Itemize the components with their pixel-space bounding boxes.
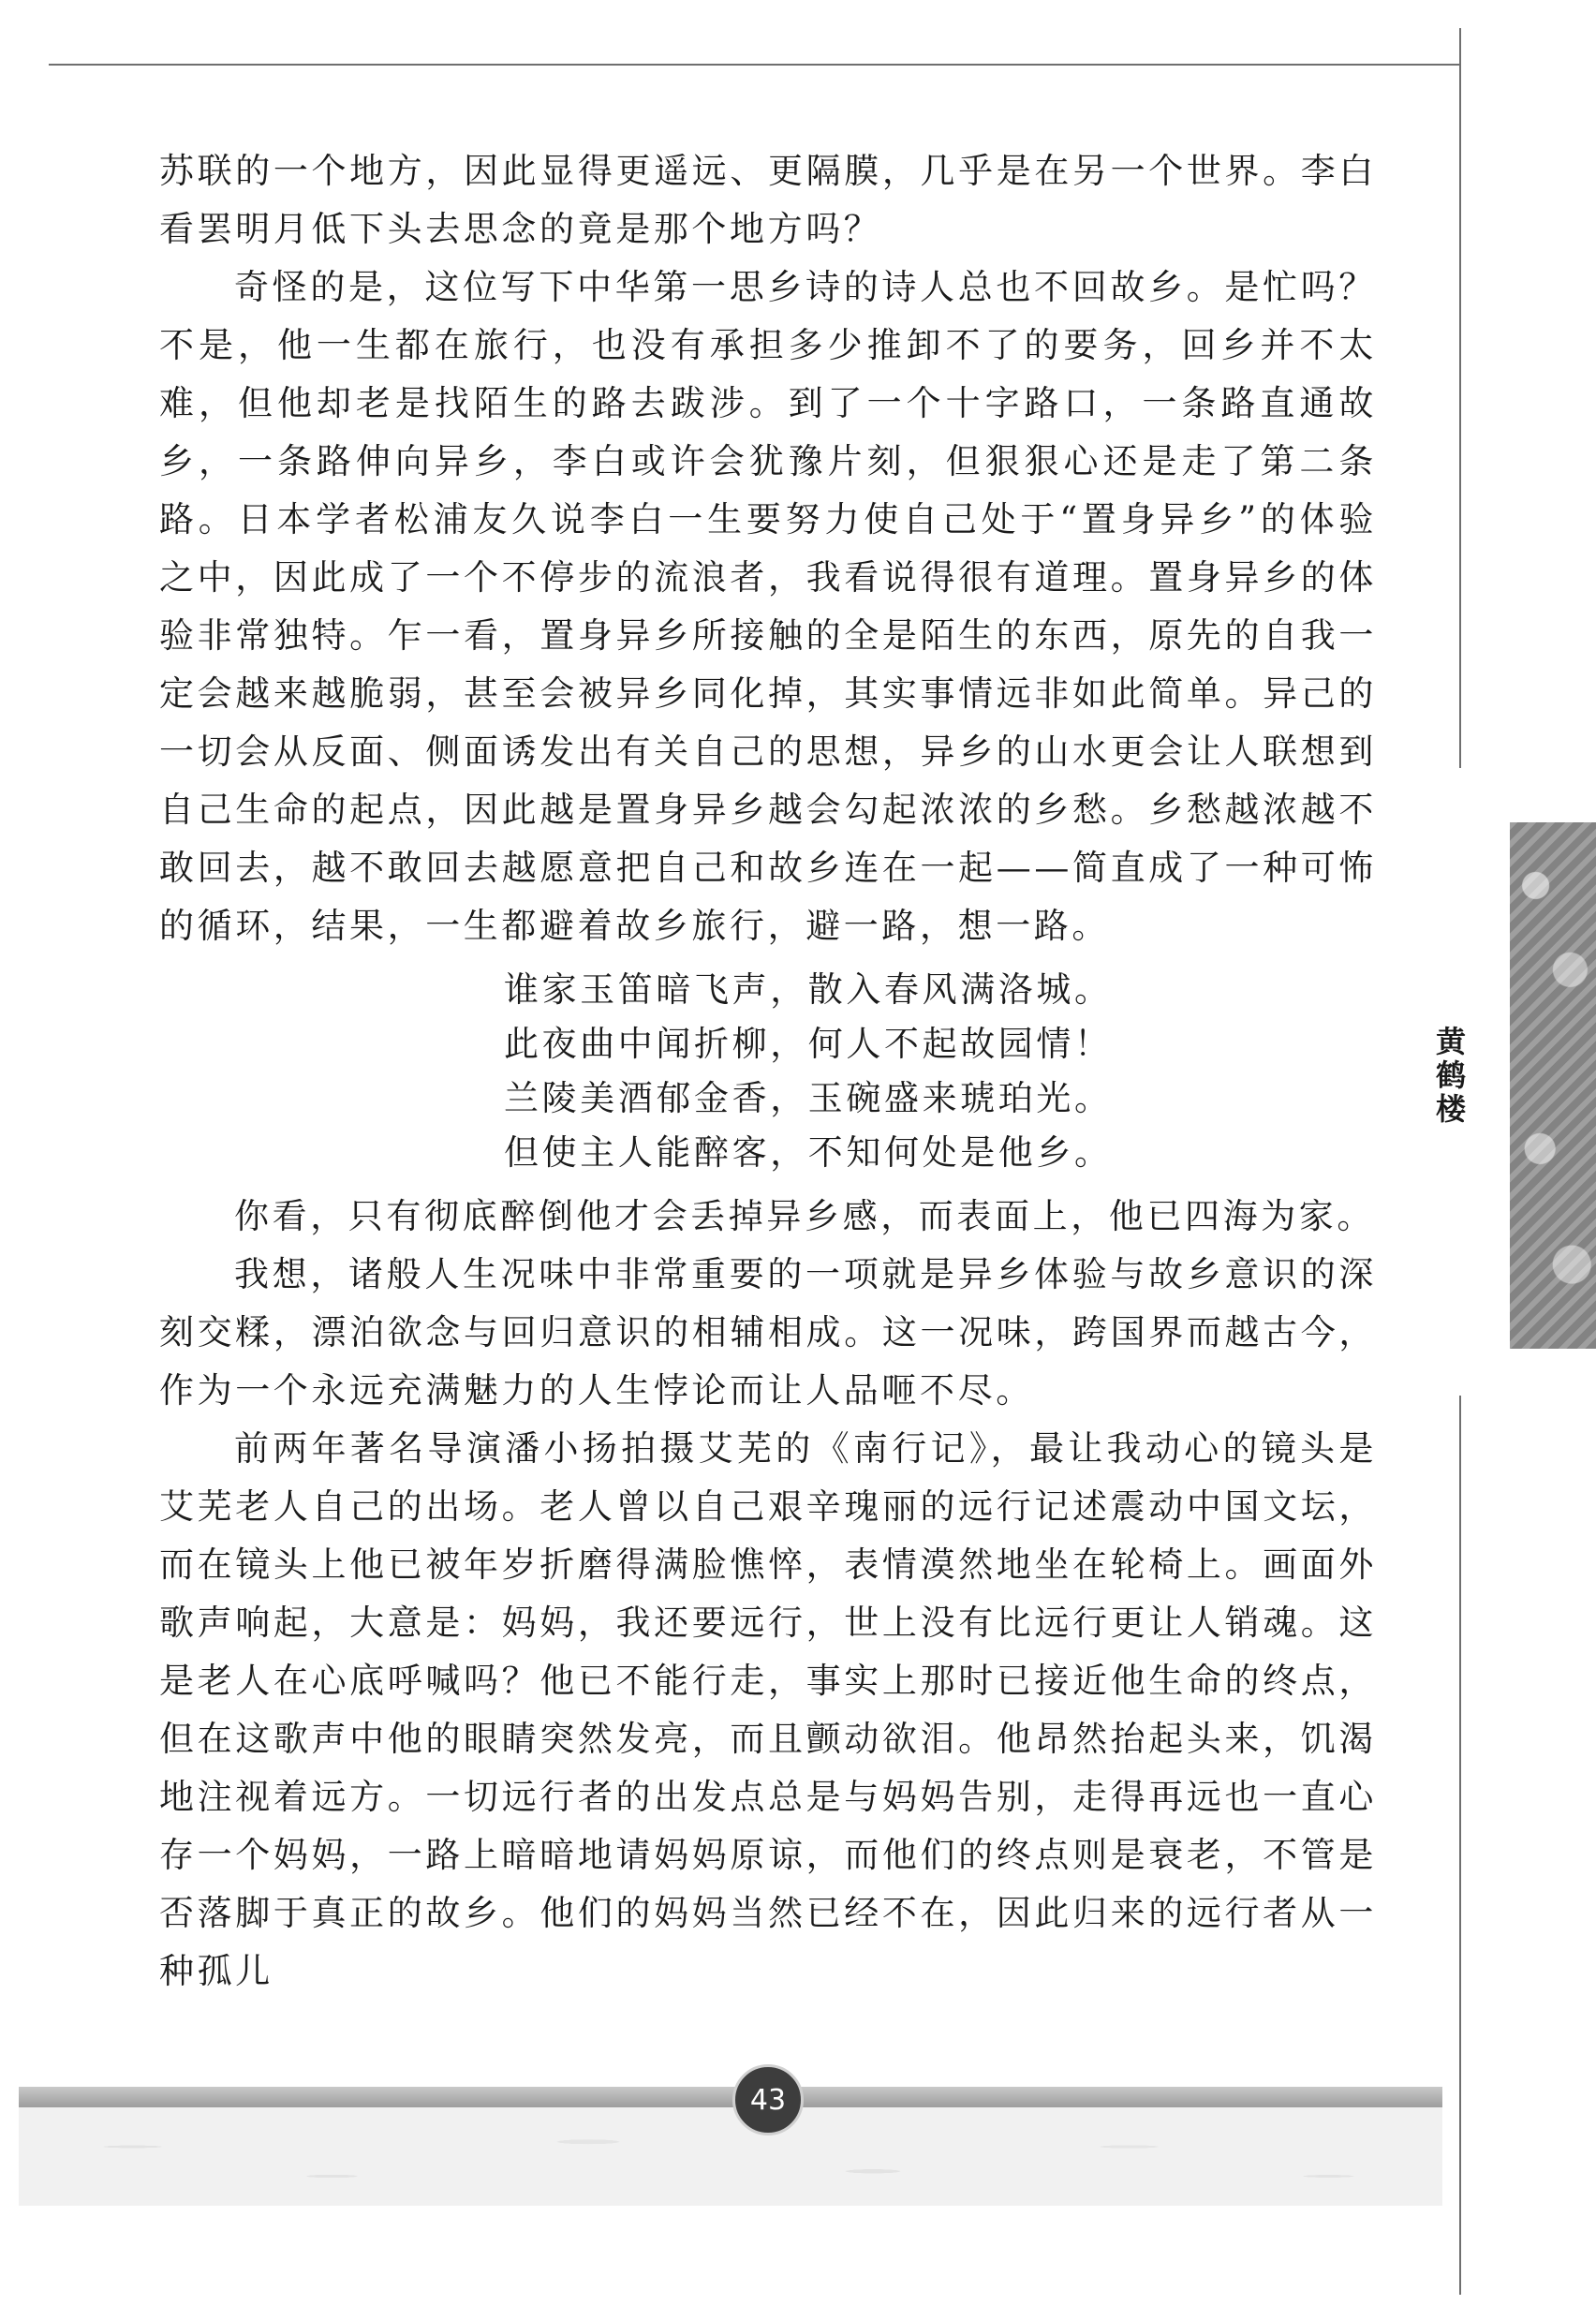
footer-band — [19, 2087, 1442, 2107]
header-rule — [49, 64, 1461, 66]
margin-rule-top — [1459, 28, 1461, 768]
margin-rule-bottom — [1459, 1396, 1461, 2295]
page-number: 43 — [732, 2064, 804, 2135]
poem-block — [504, 963, 1377, 1180]
footer-cloud-pattern — [19, 2107, 1442, 2206]
paragraph-4: 我想，诸般人生况味中非常重要的一项就是异乡体验与故乡意识的深刻交糅，漂泊欲念与回归意识的相辅相成。这一况味，跨国界而越古今，作为一个永远充满魅力的人生悖论而让人品咂不尽。 — [159, 1254, 1377, 1411]
poem-line-4: 但使主人能醉客，不知何处是他乡。 — [504, 1132, 1113, 1173]
poem-line-3: 兰陵美酒郁金香，玉碗盛来琥珀光。 — [504, 1078, 1113, 1118]
poem-line-1: 谁家玉笛暗飞声，散入春风满洛城。 — [504, 969, 1113, 1010]
decorative-side-tab — [1510, 822, 1596, 1349]
paragraph-3: 你看，只有彻底醉倒他才会丢掉异乡感，而表面上，他已四海为家。 — [234, 1196, 1375, 1236]
poem-line-2: 此夜曲中闻折柳，何人不起故园情！ — [504, 1024, 1113, 1064]
chapter-title: 黄鹤楼 — [1430, 1015, 1468, 1137]
paragraph-1: 苏联的一个地方，因此显得更遥远、更隔膜，几乎是在另一个世界。李白看罢明月低下头去思念的竟是那个地方吗？ — [159, 151, 1377, 249]
paragraph-2: 奇怪的是，这位写下中华第一思乡诗的诗人总也不回故乡。是忙吗？不是，他一生都在旅行，也没有承担多少推卸不了的要务，回乡并不太难，但他却老是找陌生的路去跋涉。到了一个十字路口，一条路直通故乡，一条路伸向异乡，李白或许会犹豫片刻，但狠狠心还是走了第二条路。日本学者松浦友久说李白一生要努力使自己处于“置身异乡”的体验之中，因此成了一个不停步的流浪者，我看说得很有道理。置身异乡的体验非常独特。乍一看，置身异乡所接触的全是陌生的东西，原先的自我一定会越来越脆弱，甚至会被异乡同化掉，其实事情远非如此简单。异己的一切会从反面、侧面诱发出有关自己的思想，异乡的山水更会让人联想到自己生命的起点，因此越是置身异乡越会勾起浓浓的乡愁。乡愁越浓越不敢回去，越不敢回去越愿意把自己和故乡连在一起——简直成了一种可怖的循环，结果，一生都避着故乡旅行，避一路，想一路。 — [159, 267, 1377, 946]
body-text — [159, 142, 1377, 2001]
paragraph-5: 前两年著名导演潘小扬拍摄艾芜的《南行记》，最让我动心的镜头是艾芜老人自己的出场。老人曾以自己艰辛瑰丽的远行记述震动中国文坛，而在镜头上他已被年岁折磨得满脸憔悴，表情漠然地坐在轮椅上。画面外歌声响起，大意是：妈妈，我还要远行，世上没有比远行更让人销魂。这是老人在心底呼喊吗？他已不能行走，事实上那时已接近他生命的终点，但在这歌声中他的眼睛突然发亮，而且颤动欲泪。他昂然抬起头来，饥渴地注视着远方。一切远行者的出发点总是与妈妈告别，走得再远也一直心存一个妈妈，一路上暗暗地请妈妈原谅，而他们的终点则是衰老，不管是否落脚于真正的故乡。他们的妈妈当然已经不在，因此归来的远行者从一种孤儿 — [159, 1428, 1377, 1991]
